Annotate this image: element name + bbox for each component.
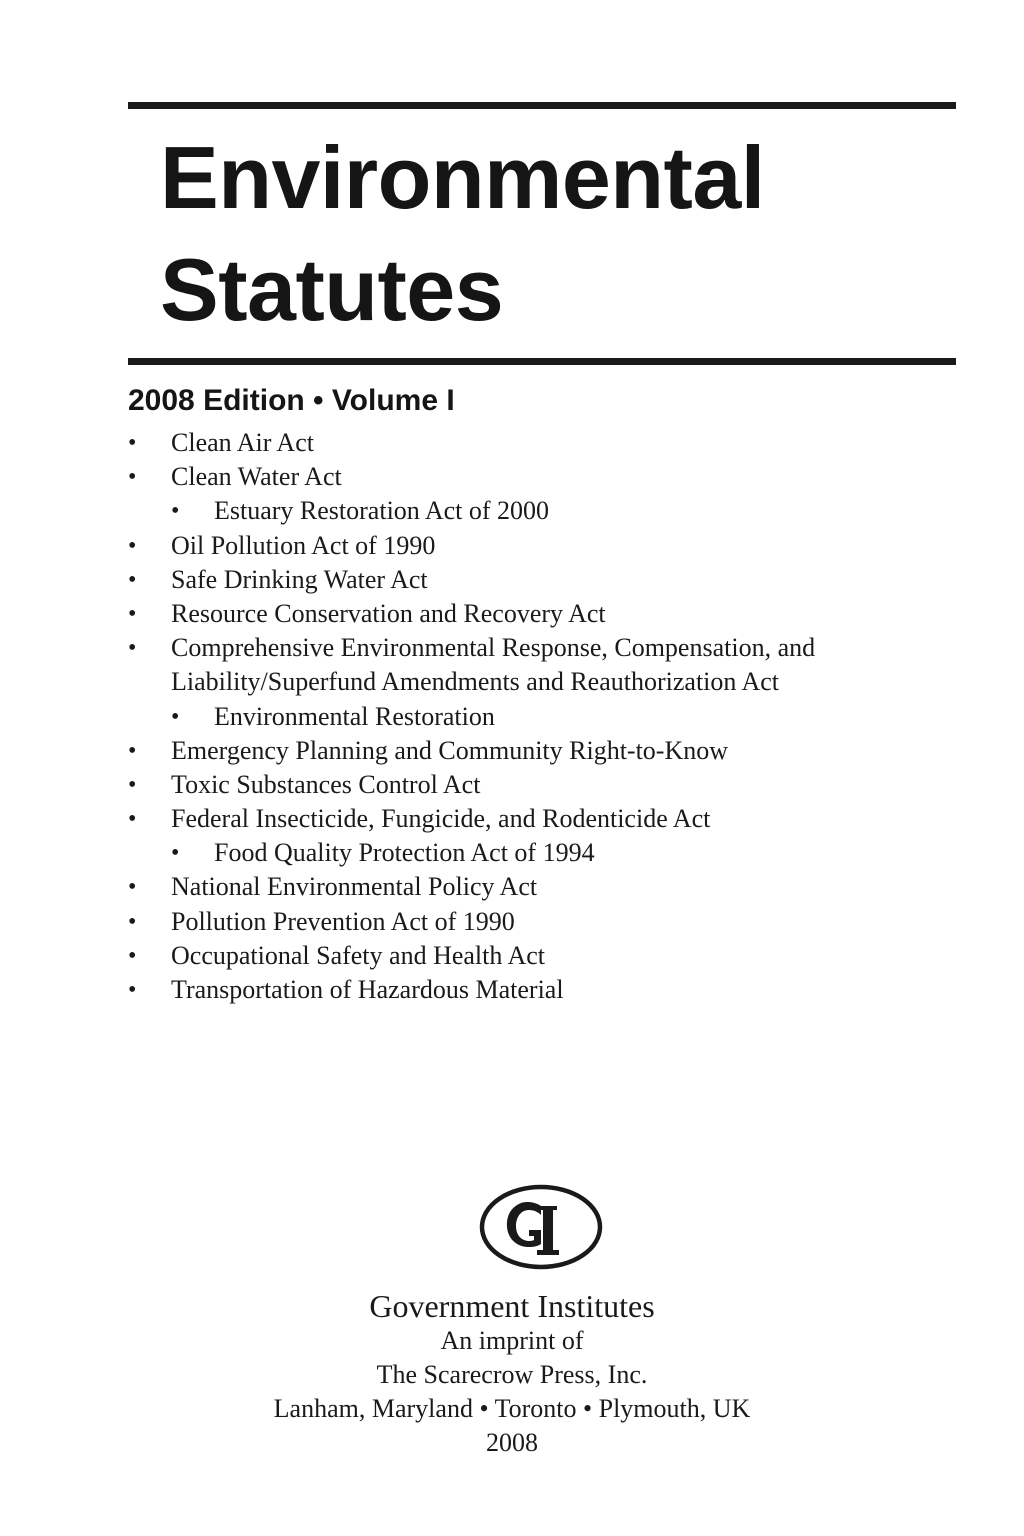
contents-item	[128, 631, 815, 665]
contents-item	[128, 494, 815, 528]
bullet-icon: •	[128, 737, 137, 764]
contents-item	[128, 597, 815, 631]
contents-item-text: Occupational Safety and Health Act	[171, 940, 545, 970]
contents-item	[128, 460, 815, 494]
contents-item-text: Pollution Prevention Act of 1990	[171, 906, 515, 936]
contents-item	[128, 734, 815, 768]
bullet-icon: •	[128, 464, 137, 491]
publisher-imprint: An imprint of	[440, 1326, 584, 1355]
bullet-icon: •	[171, 840, 180, 867]
contents-item-text: Clean Water Act	[171, 462, 342, 492]
contents-item-text: Environmental Restoration	[214, 701, 495, 731]
bullet-icon: •	[128, 771, 137, 798]
bullet-icon: •	[128, 430, 137, 456]
contents-item	[128, 768, 815, 802]
contents-item	[128, 870, 815, 904]
contents-item	[128, 529, 815, 563]
bullet-icon: •	[171, 703, 180, 730]
bullet-icon: •	[128, 806, 137, 833]
contents-item-text: Comprehensive Environmental Response, Compensation, and	[171, 633, 816, 663]
top-rule	[128, 102, 956, 109]
publisher-year: 2008	[486, 1428, 538, 1457]
gi-logo-icon	[479, 1184, 603, 1270]
publisher-locations: Lanham, Maryland • Toronto • Plymouth, UK	[273, 1394, 751, 1423]
contents-item-text: Estuary Restoration Act of 2000	[214, 496, 550, 526]
contents-item	[128, 563, 815, 597]
contents-item-text: Liability/Superfund Amendments and Reauthorization Act	[171, 667, 779, 697]
contents-item-text: Safe Drinking Water Act	[171, 564, 428, 594]
contents-item-text: Federal Insecticide, Fungicide, and Rodenticide Act	[171, 804, 711, 834]
bullet-icon: •	[128, 977, 137, 1003]
bullet-icon: •	[128, 942, 137, 969]
contents-list	[128, 426, 815, 1007]
contents-item	[128, 939, 815, 973]
publisher-press: The Scarecrow Press, Inc.	[376, 1360, 648, 1389]
contents-item	[128, 973, 815, 1007]
contents-item-text: Transportation of Hazardous Material	[171, 975, 564, 1004]
contents-item	[128, 700, 815, 734]
contents-item-text: Toxic Substances Control Act	[171, 769, 481, 799]
bullet-icon: •	[128, 874, 137, 901]
contents-item-text: Oil Pollution Act of 1990	[171, 530, 436, 560]
title-line-1: Environmental	[160, 128, 765, 227]
contents-item	[128, 836, 815, 870]
contents-item	[128, 665, 815, 699]
contents-item	[128, 426, 815, 460]
contents-item-text: Resource Conservation and Recovery Act	[171, 598, 606, 628]
bullet-icon: •	[128, 908, 137, 935]
bullet-icon: •	[128, 532, 137, 559]
contents-item	[128, 905, 815, 939]
bullet-icon: •	[128, 600, 137, 627]
edition-label: 2008 Edition • Volume I	[128, 384, 455, 417]
bullet-icon: •	[128, 635, 137, 662]
bullet-icon: •	[128, 566, 137, 593]
contents-item-text: National Environmental Policy Act	[171, 872, 538, 902]
contents-item-text: Clean Air Act	[171, 428, 314, 457]
contents-item-text: Emergency Planning and Community Right-to-Know	[171, 735, 729, 765]
title-line-2: Statutes	[160, 240, 504, 339]
contents-item	[128, 802, 815, 836]
bottom-rule	[128, 358, 956, 365]
contents-item-text: Food Quality Protection Act of 1994	[214, 838, 595, 868]
publisher-name: Government Institutes	[369, 1288, 655, 1324]
bullet-icon: •	[171, 498, 180, 525]
